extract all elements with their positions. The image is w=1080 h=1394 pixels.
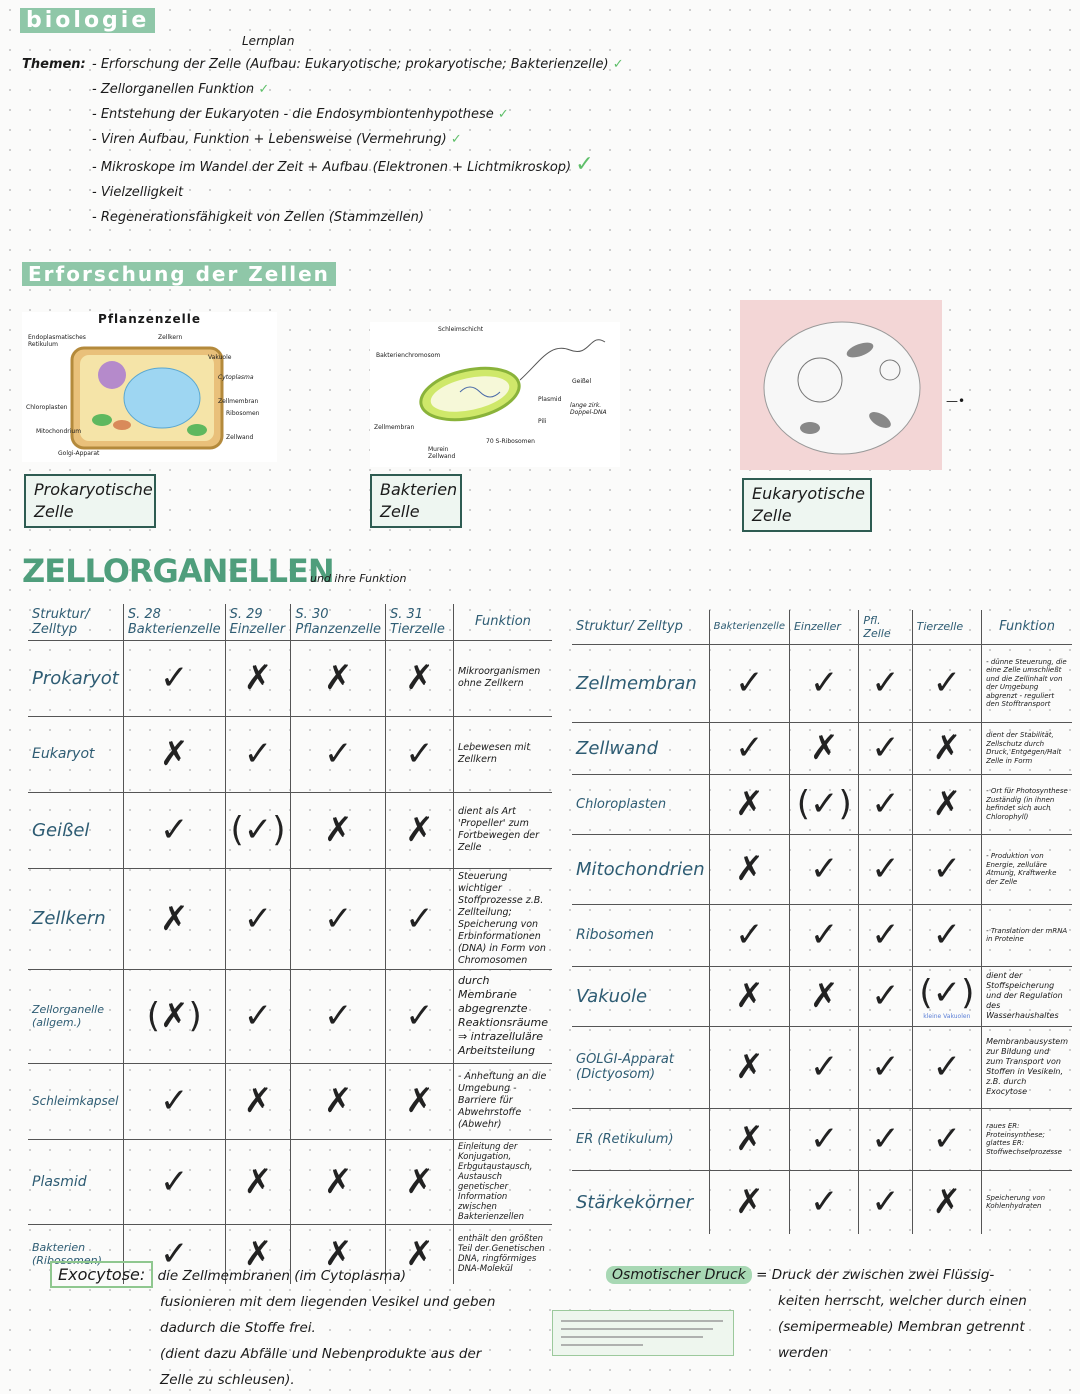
row-label: Zellmembran: [572, 644, 709, 722]
function-text: Einleitung der Konjugation, Erbgutaustausch, Austausch genetischer Information zwischen Bakterienzellen: [453, 1139, 552, 1224]
check-icon: ✓: [123, 1224, 225, 1284]
topic-item: - Mikroskope im Wandel der Zeit + Aufbau (Elektronen + Lichtmikroskop): [92, 160, 572, 175]
check-icon: ✓: [912, 1108, 981, 1170]
check-icon: ✓: [859, 1026, 912, 1108]
osmotic-term: Osmotischer Druck: [606, 1266, 752, 1284]
label-golgi: Golgi-Apparat: [58, 450, 100, 457]
check-icon: ✓: [291, 716, 386, 792]
check-icon: ✓: [225, 969, 291, 1063]
check-icon: ✓: [912, 834, 981, 904]
table-row: [572, 644, 1072, 722]
cross-icon: ✗: [385, 1063, 453, 1139]
topic-item: - Viren Aufbau, Funktion + Lebensweise (Vermehrung): [92, 132, 447, 147]
check-icon: ✓: [859, 1170, 912, 1234]
check-icon: ✓: [385, 868, 453, 969]
check-icon: ✓: [123, 640, 225, 716]
check-icon: ✓: [789, 644, 858, 722]
check-icon: ✓: [789, 904, 858, 966]
check-icon: ✓: [859, 722, 912, 774]
label-chloroplasten: Chloroplasten: [26, 404, 68, 411]
cross-icon: ✗: [709, 966, 789, 1026]
cross-icon: ✗: [709, 1170, 789, 1234]
row-label: Zellorganelle (allgem.): [28, 969, 123, 1063]
label-schleimschicht: Schleimschicht: [438, 326, 484, 333]
vakuole-note: kleine Vakuolen: [923, 1012, 971, 1020]
right-organelle-table: [572, 610, 1072, 1234]
label-pili: Pili: [538, 418, 547, 425]
table-row: [572, 774, 1072, 834]
table-row: [572, 904, 1072, 966]
function-text: - dünne Steuerung, die eine Zelle umschließt und die Zellinhalt von der Umgebung abgrenzt - reguliert den Stofftransport: [982, 644, 1072, 722]
function-text: - Ort für Photosynthese Zuständig (in ihnen befindet sich auch Chlorophyll): [982, 774, 1072, 834]
row-label: Zellwand: [572, 722, 709, 774]
eukaryote-cell-diagram: [740, 300, 942, 470]
row-label: Mitochondrien: [572, 834, 709, 904]
check-icon: (✓): [225, 792, 291, 868]
check-icon: ✓: [258, 82, 270, 97]
cross-icon: ✗: [385, 1139, 453, 1224]
section1-title: Erforschung der Zellen: [22, 262, 336, 286]
cross-icon: ✗: [225, 1063, 291, 1139]
table-row: [572, 834, 1072, 904]
label-ribosomen-b: 70 S-Ribosomen: [486, 438, 535, 445]
check-icon: ✓: [859, 644, 912, 722]
topic-item: - Zellorganellen Funktion: [92, 82, 255, 97]
check-icon: ✓: [225, 868, 291, 969]
check-icon: ✓: [859, 774, 912, 834]
bacteria-cell-diagram: [370, 322, 620, 467]
label-murein: Murein Zellwand: [428, 446, 456, 460]
th-bakterienzelle-r: Bakterienzelle: [709, 610, 789, 644]
cross-icon: ✗: [291, 792, 386, 868]
left-organelle-table: [28, 604, 552, 1284]
check-icon: ✓: [859, 1108, 912, 1170]
cross-icon: ✗: [789, 722, 858, 774]
osmo-line: keiten herrscht, welcher durch einen: [778, 1293, 1027, 1309]
check-icon: ✓: [225, 716, 291, 792]
check-icon: ✓: [859, 904, 912, 966]
function-text: dient als Art 'Propeller' zum Fortbewegen der Zelle: [453, 792, 552, 868]
row-label: GOLGI-Apparat (Dictyosom): [572, 1026, 709, 1108]
brand-title: biologie: [20, 8, 155, 33]
topic-item: - Vielzelligkeit: [92, 185, 184, 200]
row-label: ER (Retikulum): [572, 1108, 709, 1170]
osmo-line: = Druck der zwischen zwei Flüssig-: [756, 1267, 995, 1283]
function-text: - Produktion von Energie, zelluläre Atmung, Kraftwerke der Zelle: [982, 834, 1072, 904]
cross-icon: ✗: [789, 966, 858, 1026]
osmo-line: werden: [778, 1345, 829, 1361]
row-label: Eukaryot: [28, 716, 123, 792]
section2-subtitle: und ihre Funktion: [310, 572, 407, 585]
row-label: Zellkern: [28, 868, 123, 969]
check-icon: ✓: [575, 152, 594, 177]
label-er: Endoplasmatisches Retikulum: [28, 334, 86, 348]
check-icon: ✓: [709, 904, 789, 966]
exo-line: Zelle zu schleusen).: [160, 1372, 295, 1388]
label-vakuole: Vakuole: [208, 354, 232, 361]
check-icon: ✓: [385, 716, 453, 792]
exo-line: die Zellmembranen (im Cytoplasma): [157, 1268, 406, 1284]
table-row: [28, 792, 552, 868]
osmo-line: (semipermeable) Membran getrennt: [778, 1319, 1025, 1335]
check-icon: ✓: [385, 969, 453, 1063]
th-tierzelle: S. 31 Tierzelle: [385, 604, 453, 640]
function-text: raues ER: Proteinsynthese; glattes ER: Stoffwechselprozesse: [982, 1108, 1072, 1170]
label-ribosomen: Ribosomen: [226, 410, 260, 417]
page-subtitle: Lernplan: [242, 34, 295, 48]
cross-icon: ✗: [385, 1224, 453, 1284]
row-label: Chloroplasten: [572, 774, 709, 834]
check-icon: ✓: [789, 1170, 858, 1234]
cross-icon: ✗: [291, 1063, 386, 1139]
cross-icon: ✗: [225, 1224, 291, 1284]
label-plasmid: Plasmid: [538, 396, 562, 403]
table-row: [572, 966, 1072, 1026]
exo-line: dadurch die Stoffe frei.: [160, 1320, 316, 1336]
th-tierzelle-r: Tierzelle: [912, 610, 981, 644]
check-icon: (✓): [789, 774, 858, 834]
function-text: Steuerung wichtiger Stoffprozesse z.B. Zellteilung; Speicherung von Erbinformationen (DNA) in Form von Chromosomen: [453, 868, 552, 969]
cross-icon: ✗: [912, 774, 981, 834]
cross-icon: ✗: [385, 792, 453, 868]
function-text: Membranbausystem zur Bildung und zum Transport von Stoffen in Vesikeln, z.B. durch Exocytose: [982, 1026, 1072, 1108]
label-mitochondrium: Mitochondrium: [36, 428, 82, 435]
cross-icon: ✗: [291, 640, 386, 716]
check-icon: ✓: [789, 1108, 858, 1170]
table-row: [28, 640, 552, 716]
topic-item: - Erforschung der Zelle (Aufbau: Eukaryotische; prokaryotische; Bakterienzelle): [92, 57, 609, 72]
cross-icon: ✗: [709, 1108, 789, 1170]
cross-icon: ✗: [225, 640, 291, 716]
label-dna-note: lange zirk. Doppel-DNA: [570, 402, 607, 416]
function-text: Lebewesen mit Zellkern: [453, 716, 552, 792]
row-label: Ribosomen: [572, 904, 709, 966]
function-text: durch Membrane abgegrenzte Reaktionsräume ⇒ intrazelluläre Arbeitsteilung: [453, 969, 552, 1063]
th-einzeller: S. 29 Einzeller: [225, 604, 291, 640]
label-zellmembran: Zellmembran: [218, 398, 259, 405]
table-row: [572, 1026, 1072, 1108]
row-label: Vakuole: [572, 966, 709, 1026]
check-icon: ✓: [291, 868, 386, 969]
table-row: [28, 716, 552, 792]
cross-icon: ✗: [709, 774, 789, 834]
check-icon: ✓: [123, 792, 225, 868]
check-icon: ✓: [859, 966, 912, 1026]
cross-icon: (✗): [123, 969, 225, 1063]
th-struktur: Struktur/ Zelltyp: [28, 604, 123, 640]
row-label: Prokaryot: [28, 640, 123, 716]
function-text: - Translation der mRNA in Proteine: [982, 904, 1072, 966]
check-icon: (✓) kleine Vakuolen: [912, 966, 981, 1026]
check-icon: ✓: [123, 1139, 225, 1224]
osmotic-note: [606, 1262, 1076, 1366]
cross-icon: ✗: [291, 1139, 386, 1224]
table-row: [28, 1063, 552, 1139]
th-funktion-r: Funktion: [982, 610, 1072, 644]
cross-icon: ✗: [912, 722, 981, 774]
exo-line: (dient dazu Abfälle und Nebenprodukte aus der: [160, 1346, 482, 1362]
th-pfl-zelle-r: Pfl. Zelle: [859, 610, 912, 644]
check-icon: ✓: [912, 904, 981, 966]
exocytose-term: Exocytose:: [50, 1261, 153, 1288]
function-text: - Anheftung an die Umgebung - Barriere für Abwehrstoffe (Abwehr): [453, 1063, 552, 1139]
check-icon: ✓: [709, 722, 789, 774]
cross-icon: ✗: [123, 716, 225, 792]
table-row: [28, 868, 552, 969]
row-label: Plasmid: [28, 1139, 123, 1224]
topics-list: [92, 52, 712, 230]
caption-bakterien: Bakterien Zelle: [370, 474, 462, 528]
caption-prokaryot: Prokaryotische Zelle: [24, 474, 156, 528]
label-geissel: Geißel: [572, 378, 592, 385]
table-row: [572, 1170, 1072, 1234]
cross-icon: ✗: [291, 1224, 386, 1284]
check-icon: ✓: [789, 834, 858, 904]
check-icon: ✓: [912, 1026, 981, 1108]
label-zellkern: Zellkern: [158, 334, 183, 341]
function-text: Mikroorganismen ohne Zellkern: [453, 640, 552, 716]
check-icon: ✓: [789, 1026, 858, 1108]
label-zellmembran-b: Zellmembran: [374, 424, 415, 431]
function-text: dient der Stabilität, Zellschutz durch Druck, Entgegen/Halt Zelle in Form: [982, 722, 1072, 774]
th-einzeller-r: Einzeller: [789, 610, 858, 644]
check-icon: ✓: [612, 57, 624, 72]
exocytose-note: [50, 1262, 570, 1393]
th-funktion: Funktion: [453, 604, 552, 640]
cross-icon: ✗: [912, 1170, 981, 1234]
cross-icon: ✗: [385, 640, 453, 716]
table-row: [28, 969, 552, 1063]
section2-title: ZELLORGANELLEN: [22, 552, 334, 590]
label-zellwand: Zellwand: [226, 434, 254, 441]
topic-item: - Regenerationsfähigkeit von Zellen (Stammzellen): [92, 210, 424, 225]
function-text: dient der Stoffspeicherung und der Regulation des Wasserhaushaltes: [982, 966, 1072, 1026]
cross-icon: ✗: [225, 1139, 291, 1224]
check-icon: ✓: [859, 834, 912, 904]
plant-cell-title: Pflanzenzelle: [98, 312, 201, 326]
arrow-icon: —•: [946, 394, 966, 408]
label-bakterienchromosom: Bakterienchromosom: [376, 352, 441, 359]
function-text: Speicherung von Kohlenhydraten: [986, 1193, 1046, 1211]
th-bakterienzelle: S. 28 Bakterienzelle: [123, 604, 225, 640]
exo-line: fusionieren mit dem liegenden Vesikel und geben: [160, 1294, 496, 1310]
topic-item: - Entstehung der Eukaryoten - die Endosymbiontenhypothese: [92, 107, 494, 122]
table-row: [572, 722, 1072, 774]
check-icon: ✓: [709, 644, 789, 722]
check-icon: ✓: [497, 107, 509, 122]
row-label: Schleimkapsel: [28, 1063, 123, 1139]
cross-icon: ✗: [123, 868, 225, 969]
row-label: Geißel: [28, 792, 123, 868]
caption-eukaryot: Eukaryotische Zelle: [742, 478, 872, 532]
th-pflanzenzelle: S. 30 Pflanzenzelle: [291, 604, 386, 640]
th-struktur-r: Struktur/ Zelltyp: [572, 610, 709, 644]
cross-icon: ✗: [709, 1026, 789, 1108]
check-icon: ✓: [450, 132, 462, 147]
check-icon: ✓: [912, 644, 981, 722]
row-label: Bakterien (Ribosomen): [28, 1224, 123, 1284]
plant-cell-diagram: [22, 312, 277, 462]
label-cytoplasma: Cytoplasma: [218, 374, 254, 381]
row-label: Stärkekörner: [572, 1170, 709, 1234]
topics-label: Themen:: [22, 57, 86, 72]
check-icon: ✓: [291, 969, 386, 1063]
table-row: [28, 1139, 552, 1224]
check-icon: ✓: [123, 1063, 225, 1139]
cross-icon: ✗: [709, 834, 789, 904]
function-text: enthält den größten Teil der Genetischen DNA, ringförmiges DNA-Molekül: [457, 1234, 545, 1275]
table-row: [572, 1108, 1072, 1170]
